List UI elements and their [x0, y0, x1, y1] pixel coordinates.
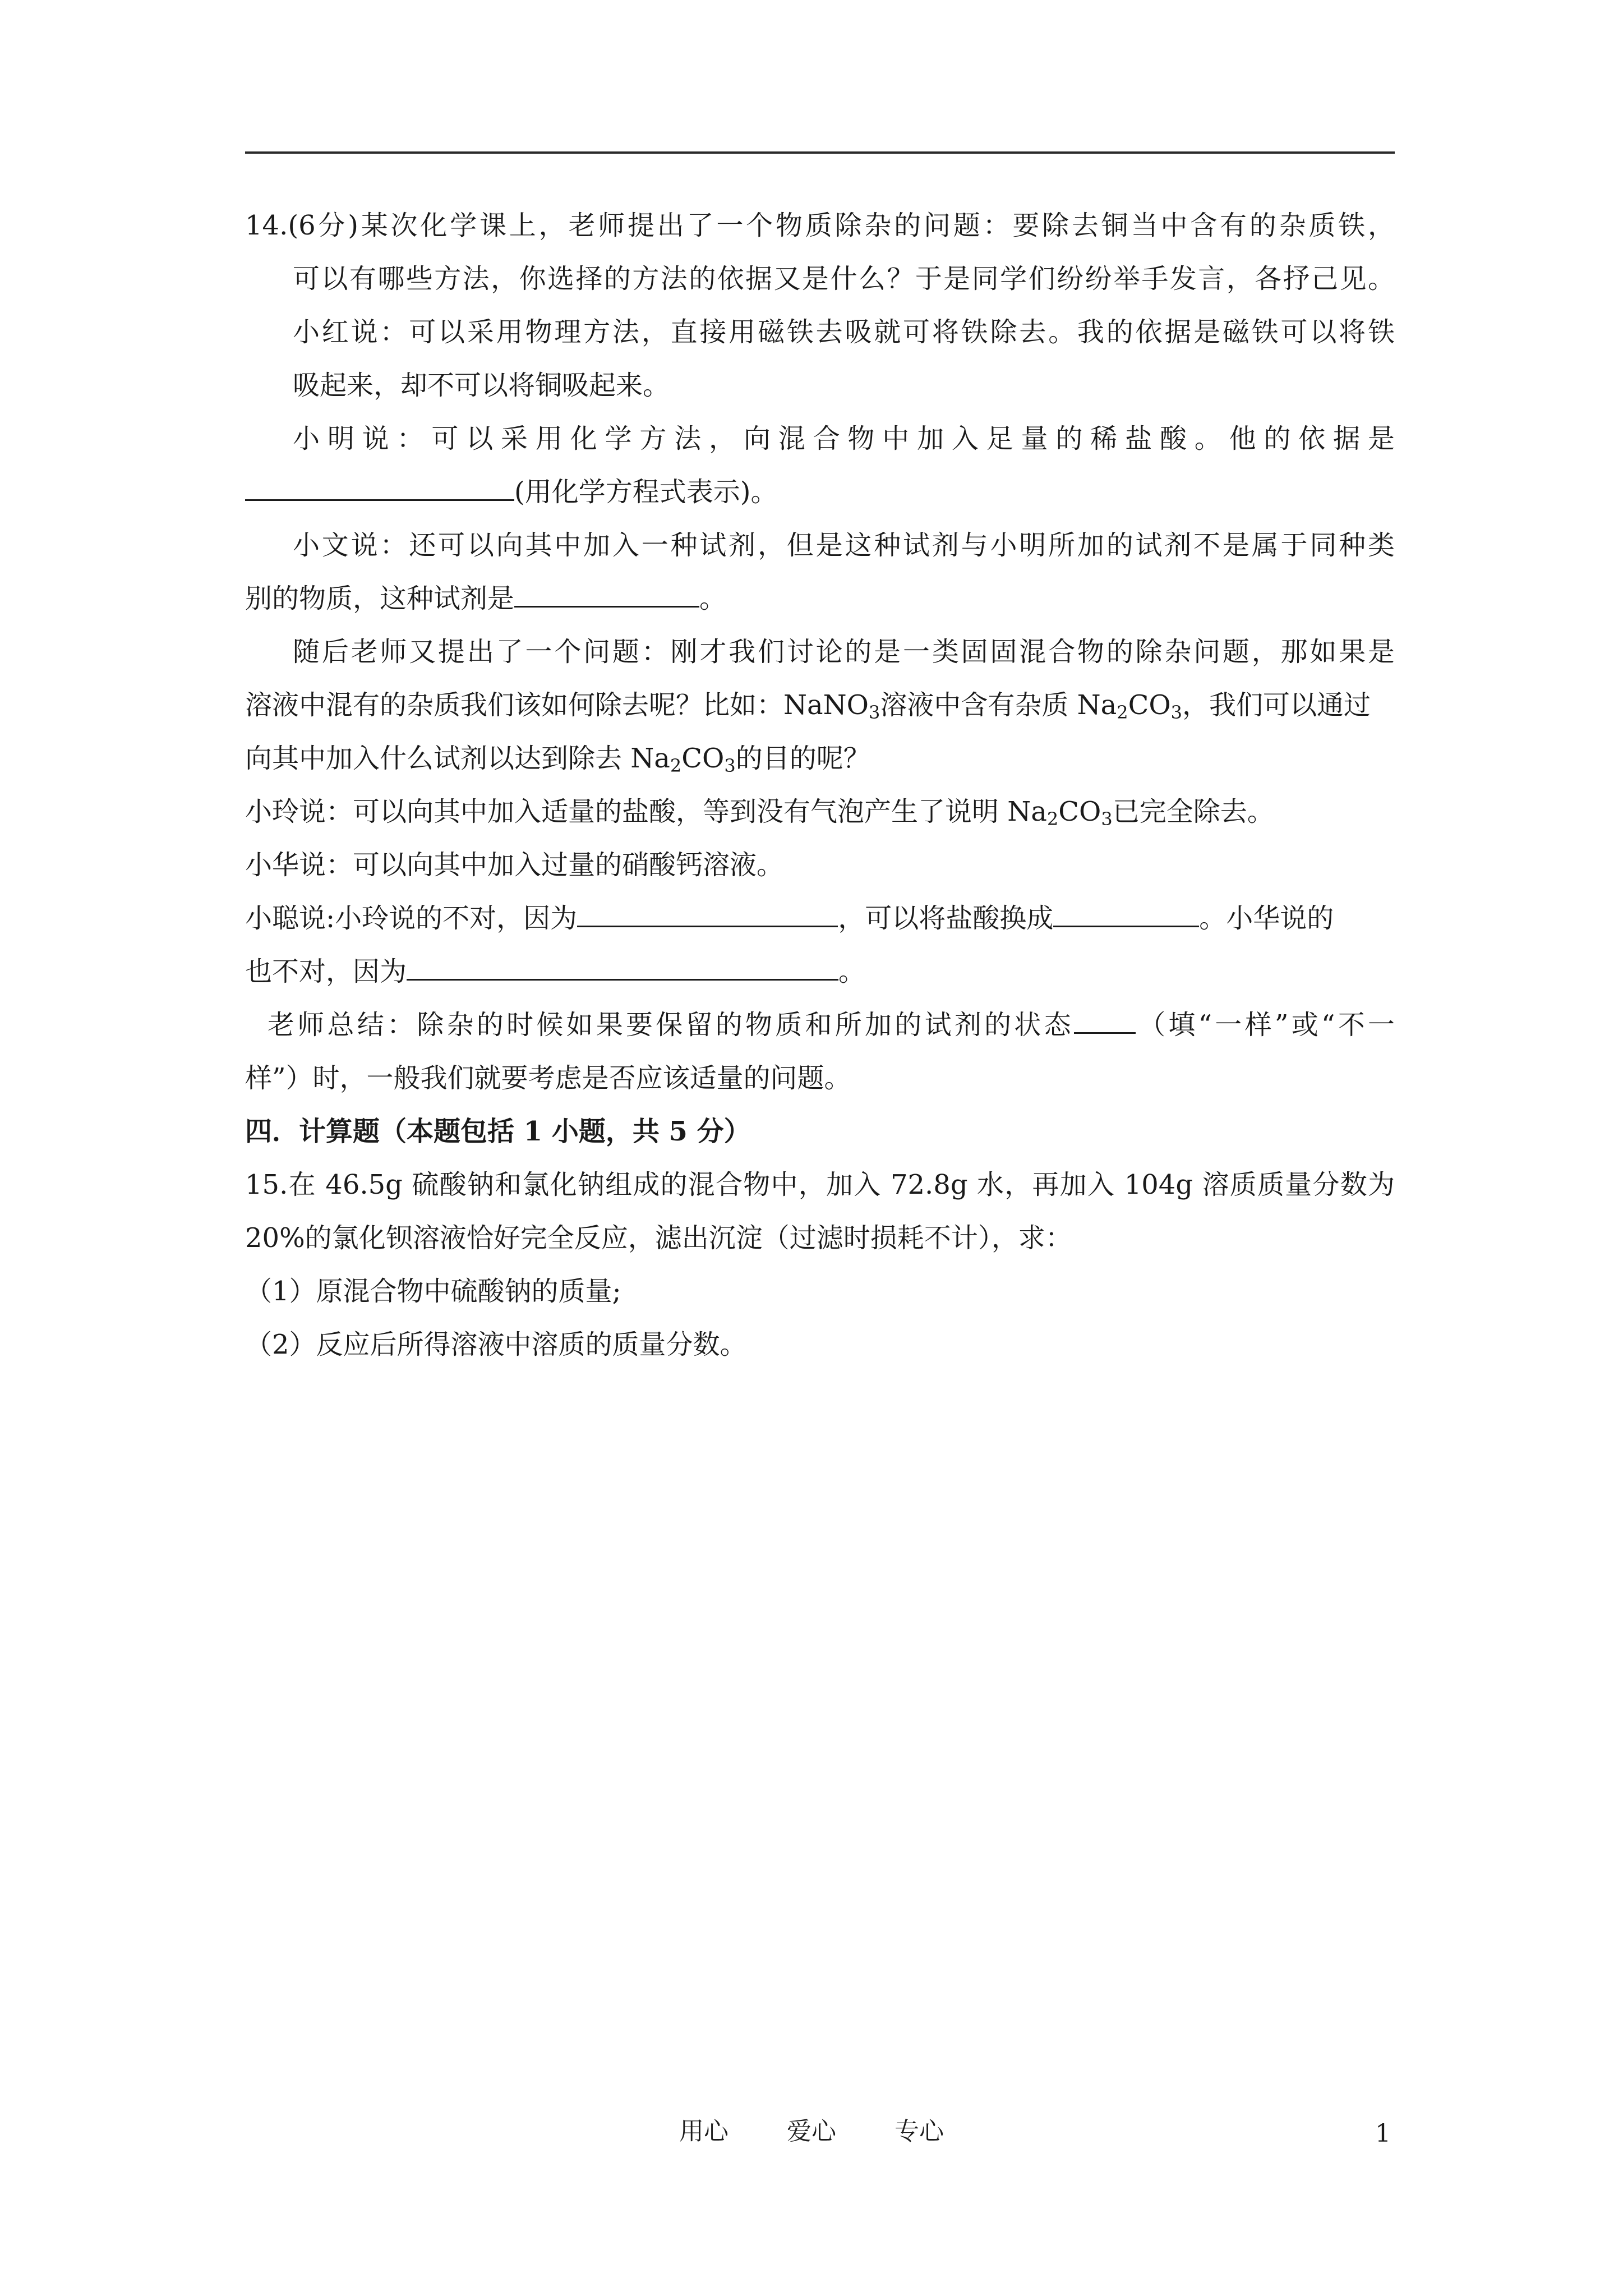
footer-word-1: 用心: [679, 2117, 728, 2146]
footer-word-2: 爱心: [787, 2117, 836, 2146]
q14-summary-line2: 样”）时，一般我们就要考虑是否应该适量的问题。: [245, 1062, 851, 1094]
answer-blank-replacement[interactable]: [1053, 900, 1199, 927]
q15-part1: （1）原混合物中硫酸钠的质量;: [245, 1276, 621, 1307]
q14-xiaoling: 小玲说：可以向其中加入适量的盐酸，等到没有气泡产生了说明 $Na_2CO_3$已完全除去。: [245, 796, 1274, 830]
page-content: [245, 199, 1395, 1372]
q14-teacher-line3: 向其中加入什么试剂以达到除去 $Na_2CO_3$的目的呢？: [245, 743, 870, 776]
q14-teacher-line1: 随后老师又提出了一个问题：刚才我们讨论的是一类固固混合物的除杂问题，那如果是: [293, 636, 1395, 668]
q14-line1: 14.(6分)某次化学课上，老师提出了一个物质除杂的问题：要除去铜当中含有的杂质铁，: [245, 210, 1395, 241]
q15-line2: 20%的氯化钡溶液恰好完全反应，滤出沉淀（过滤时损耗不计），求：: [245, 1222, 1072, 1254]
section-4-heading: 四．计算题（本题包括 1 小题，共 5 分）: [245, 1116, 751, 1147]
page-number: 1: [1375, 2119, 1391, 2148]
q14-xiaocong-line1: 小聪说:小玲说的不对，因为 ，可以将盐酸换成 。小华说的: [245, 892, 1395, 945]
q15-part2: （2）反应后所得溶液中溶质的质量分数。: [245, 1329, 747, 1360]
q14-teacher-line2: 溶液中混有的杂质我们该如何除去呢？比如：NaNO$_3$溶液中含有杂质 $Na_2CO_3$，我们可以通过: [245, 689, 1371, 723]
q14-line2: 可以有哪些方法，你选择的方法的依据又是什么？于是同学们纷纷举手发言，各抒己见。: [293, 263, 1395, 295]
footer-word-3: 专心: [895, 2117, 944, 2146]
answer-blank-reason-hua[interactable]: [407, 953, 838, 981]
q14-xiaohong-line1: 小红说：可以采用物理方法，直接用磁铁去吸就可将铁除去。我的依据是磁铁可以将铁: [293, 316, 1395, 348]
q14-xiaoming-line2: (用化学方程式表示)。: [245, 466, 1395, 519]
q14-xiaowen-line1: 小文说：还可以向其中加入一种试剂，但是这种试剂与小明所加的试剂不是属于同种类: [293, 530, 1395, 561]
answer-blank-equation[interactable]: [245, 473, 514, 501]
q15-line1: 15.在 46.5g 硫酸钠和氯化钠组成的混合物中，加入 72.8g 水，再加入 104g 溶质质量分数为: [245, 1169, 1395, 1200]
answer-blank-reagent[interactable]: [514, 580, 699, 608]
answer-blank-reason-ling[interactable]: [577, 900, 838, 927]
q14-xiaoming-line1: 小明说：可以采用化学方法，向混合物中加入足量的稀盐酸。他的依据是: [293, 423, 1395, 454]
answer-blank-state[interactable]: [1074, 1006, 1136, 1034]
header-rule: [245, 151, 1395, 154]
q14-xiaohong-line2: 吸起来，却不可以将铜吸起来。: [293, 370, 670, 401]
q14-xiaowen-line2: 别的物质，这种试剂是 。: [245, 572, 1395, 625]
q14-xiaohua: 小华说：可以向其中加入过量的硝酸钙溶液。: [245, 849, 784, 881]
q14-xiaocong-line2: 也不对，因为 。: [245, 945, 1395, 999]
q14-summary-line1: 老师总结：除杂的时候如果要保留的物质和所加的试剂的状态 （填“一样”或“不一: [245, 999, 1395, 1052]
